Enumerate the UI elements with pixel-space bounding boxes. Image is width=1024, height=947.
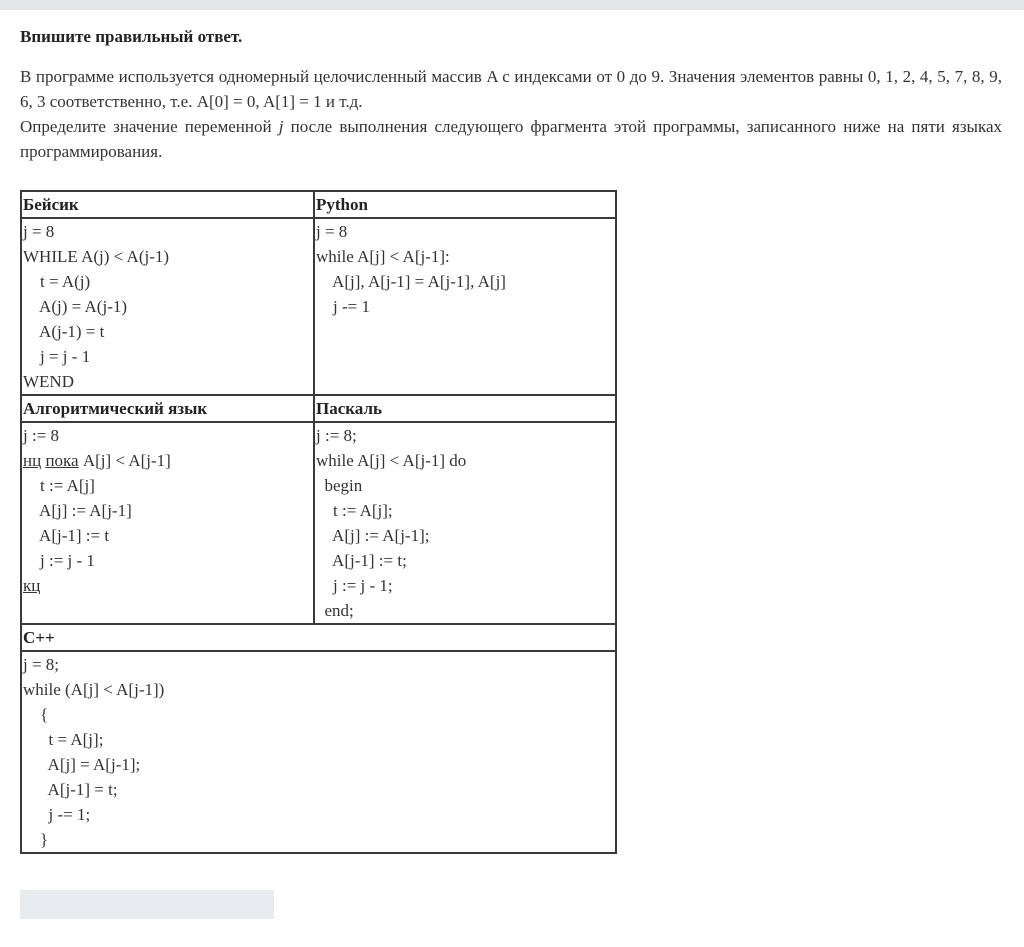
code-line: A[j], A[j-1] = A[j-1], A[j]: [316, 272, 506, 291]
code-line: [23, 448, 313, 473]
header-python: Python: [314, 191, 616, 218]
code-line: t := A[j]: [23, 476, 95, 495]
keyword-nc: нц: [23, 451, 42, 470]
code-line: A[j] = A[j-1];: [23, 755, 141, 774]
code-basic: [21, 218, 314, 395]
code-line: {: [23, 705, 49, 724]
task-text-part: после выполнения следующего фрагмента этой программы, записанного ниже на пяти языках программирования.: [20, 117, 1003, 161]
task-text: [20, 64, 1002, 164]
code-cpp: [21, 651, 616, 853]
code-algo: [21, 422, 314, 624]
code-line: j = j - 1: [23, 347, 91, 366]
code-line: j := 8: [23, 426, 60, 445]
code-line: end;: [316, 601, 354, 620]
code-line: j -= 1: [316, 297, 370, 316]
variable-name: j: [278, 117, 284, 136]
code-line: j = 8: [23, 222, 55, 241]
code-line: begin: [316, 476, 363, 495]
instruction-heading: Впишите правильный ответ.: [20, 27, 243, 46]
code-python: [314, 218, 616, 395]
code-line: WEND: [23, 372, 74, 391]
task-paragraph-2: [20, 114, 1002, 164]
code-line: j := 8;: [316, 426, 357, 445]
code-line: A[j-1] = t;: [23, 780, 118, 799]
code-line: j := j - 1;: [316, 576, 393, 595]
answer-input[interactable]: [20, 890, 274, 919]
header-algo: Алгоритмический язык: [21, 395, 314, 422]
keyword-poka: пока: [45, 451, 79, 470]
task-paragraph-1: В программе используется одномерный целочисленный массив A с индексами от 0 до 9. Значения элементов равны 0, 1, 2, 4, 5, 7, 8, 9, 6, 3 соответственно, т.е. A[0] = 0, A[1] = 1 и т.д.: [20, 67, 1002, 111]
code-line: t := A[j];: [316, 501, 393, 520]
loop-condition: A[j] < A[j-1]: [78, 451, 171, 470]
code-line: while (A[j] < A[j-1]): [23, 680, 165, 699]
code-line: j -= 1;: [23, 805, 91, 824]
task-text-part: Определите значение переменной: [20, 117, 279, 136]
header-pascal: Паскаль: [314, 395, 616, 422]
code-line: j = 8;: [23, 655, 60, 674]
code-line: while A[j] < A[j-1] do: [316, 451, 467, 470]
code-line: while A[j] < A[j-1]:: [316, 247, 450, 266]
code-line: A[j-1] := t: [23, 526, 110, 545]
code-line: A(j) = A(j-1): [23, 297, 128, 316]
code-line: [23, 573, 313, 598]
keyword-kc: кц: [23, 576, 41, 595]
programs-table: [20, 190, 617, 854]
code-pascal: [314, 422, 616, 624]
code-line: j := j - 1: [23, 551, 95, 570]
code-line: A[j-1] := t;: [316, 551, 407, 570]
code-line: WHILE A(j) < A(j-1): [23, 247, 170, 266]
code-line: t = A(j): [23, 272, 91, 291]
code-line: A(j-1) = t: [23, 322, 105, 341]
code-line: A[j] := A[j-1];: [316, 526, 430, 545]
code-line: }: [23, 830, 49, 849]
header-cpp: C++: [21, 624, 616, 651]
code-line: t = A[j];: [23, 730, 104, 749]
header-basic: Бейсик: [21, 191, 314, 218]
code-line: j = 8: [316, 222, 348, 241]
top-bar: [0, 0, 1024, 10]
code-line: A[j] := A[j-1]: [23, 501, 132, 520]
